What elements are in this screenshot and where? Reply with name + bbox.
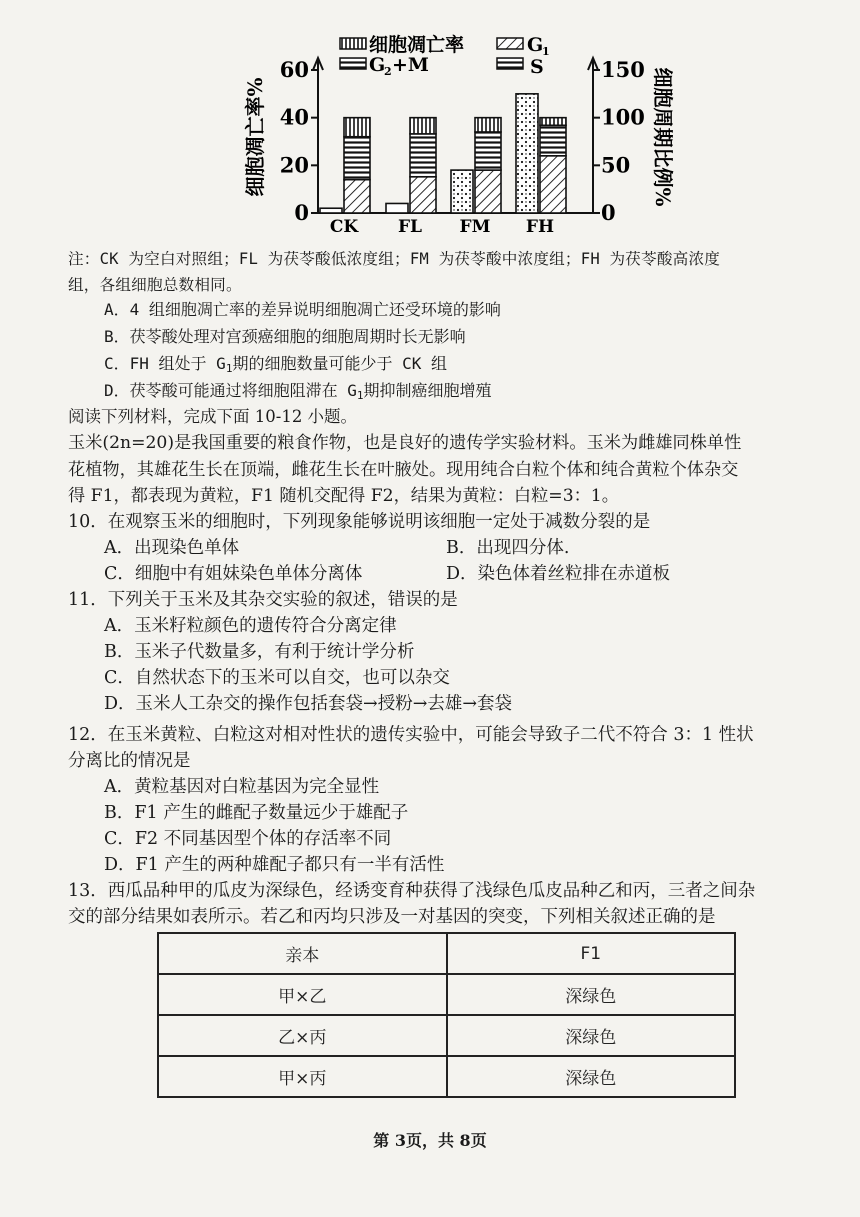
legend-label-g2m-suffix: +M — [392, 54, 429, 76]
x-tick-label: FM — [459, 217, 491, 237]
y-axis-label-right: 细胞周期比例% — [651, 67, 675, 207]
material-line-1: 玉米(2n=20)是我国重要的粮食作物，也是良好的遗传学实验材料。玉米为雌雄同株单性 — [68, 433, 742, 453]
cross-result-table — [157, 932, 736, 1098]
bar-apoptosis — [451, 170, 473, 213]
y-tick-label-left: 60 — [279, 57, 309, 82]
bar-g2m — [540, 118, 566, 126]
table-cell-f1: 深绿色 — [447, 1056, 736, 1097]
bar-s — [410, 134, 436, 177]
q12-stem-line-2: 分离比的情况是 — [68, 751, 191, 771]
q12-stem-line-1: 12．在玉米黄粒、白粒这对相对性状的遗传实验中，可能会导致子二代不符合 3：1 性状 — [68, 725, 754, 745]
chart-note-line-2: 组，各组细胞总数相同。 — [68, 276, 242, 294]
reading-instruction: 阅读下列材料，完成下面 10-12 小题。 — [68, 407, 358, 426]
y-tick-label-left: 20 — [279, 152, 309, 178]
y-ticks-right — [593, 57, 645, 225]
x-tick-labels — [330, 217, 554, 237]
x-tick-label: FL — [397, 217, 423, 237]
legend-label-g1: G — [527, 34, 544, 56]
bar-apoptosis — [516, 94, 538, 213]
legend — [340, 33, 550, 78]
q12-option-c: C．F2 不同基因型个体的存活率不同 — [104, 829, 392, 849]
q13-stem-line-2: 交的部分结果如表所示。若乙和丙均只涉及一对基因的突变，下列相关叙述正确的是 — [68, 907, 716, 927]
y-tick-label-right: 100 — [601, 104, 645, 130]
y-tick-label-right: 150 — [601, 57, 645, 82]
table-row — [158, 1015, 735, 1056]
q10-option-c: C．细胞中有姐妹染色单体分离体 — [104, 564, 363, 584]
table-cell-parent: 乙×丙 — [158, 1015, 447, 1056]
legend-swatch-apoptosis — [340, 38, 366, 49]
q11-option-b: B．玉米子代数量多，有利于统计学分析 — [104, 642, 415, 662]
table-cell-parent: 甲×乙 — [158, 974, 447, 1015]
chart-note-line-1: 注：CK 为空白对照组；FL 为茯苓酸低浓度组；FM 为茯苓酸中浓度组；FH 为茯苓酸高浓度 — [68, 250, 721, 268]
legend-label-apoptosis: 细胞凋亡率 — [369, 34, 465, 56]
bar-s — [475, 132, 501, 170]
q12-option-d: D．F1 产生的两种雄配子都只有一半有活性 — [104, 855, 445, 875]
material-line-3: 得 F1，都表现为黄粒，F1 随机交配得 F2，结果为黄粒：白粒=3：1。 — [68, 486, 619, 506]
bar-g1 — [540, 156, 566, 213]
legend-swatch-g2m — [340, 58, 366, 69]
legend-label-s: S — [530, 56, 544, 78]
q11-stem: 11．下列关于玉米及其杂交实验的叙述，错误的是 — [68, 590, 458, 610]
q9-option-d-text: D．茯苓酸可能通过将细胞阻滞在 G — [104, 381, 357, 400]
q11-option-d: D．玉米人工杂交的操作包括套袋→授粉→去雄→套袋 — [104, 694, 513, 714]
q9-option-a: A．4 组细胞凋亡率的差异说明细胞凋亡还受环境的影响 — [104, 300, 501, 319]
bars — [320, 94, 566, 213]
q9-option-d — [104, 379, 492, 408]
q12-option-b: B．F1 产生的雌配子数量远少于雄配子 — [104, 803, 409, 823]
q9-option-c-sub: 1 — [225, 362, 233, 375]
bar-apoptosis — [320, 208, 342, 213]
legend-label-g2m: G — [369, 54, 386, 76]
table-row — [158, 1056, 735, 1097]
page-number: 第 3页，共 8页 — [373, 1131, 487, 1150]
bar-apoptosis — [386, 203, 408, 213]
x-tick-label: FH — [525, 217, 555, 237]
y-tick-label-left: 40 — [279, 104, 309, 130]
q9-option-c — [104, 352, 447, 381]
table-header-parent: 亲本 — [158, 933, 447, 974]
table-cell-parent: 甲×丙 — [158, 1056, 447, 1097]
bar-s — [540, 125, 566, 156]
legend-label-g2m-sub: 2 — [384, 65, 392, 78]
y-axis-label-left: 细胞凋亡率% — [243, 77, 267, 197]
q9-option-d-sub: 1 — [356, 389, 364, 402]
table-cell-f1: 深绿色 — [447, 1015, 736, 1056]
q10-option-d: D．染色体着丝粒排在赤道板 — [446, 564, 671, 584]
bar-g1 — [344, 180, 370, 213]
q9-option-d-tail: 期抑制癌细胞增殖 — [363, 381, 492, 400]
legend-label-g1-sub: 1 — [542, 45, 550, 58]
bar-g1 — [410, 177, 436, 213]
q9-option-c-text: C．FH 组处于 G — [104, 354, 226, 373]
y-tick-label-left: 0 — [294, 200, 309, 225]
bar-g2m — [410, 118, 436, 134]
q10-option-a: A．出现染色单体 — [104, 538, 240, 558]
table-header-row — [158, 933, 735, 974]
legend-swatch-s — [497, 58, 523, 69]
x-tick-label: CK — [329, 217, 359, 237]
material-line-2: 花植物，其雄花生长在顶端，雌花生长在叶腋处。现用纯合白粒个体和纯合黄粒个体杂交 — [68, 460, 739, 480]
q10-stem: 10．在观察玉米的细胞时，下列现象能够说明该细胞一定处于减数分裂的是 — [68, 512, 651, 532]
q11-option-a: A．玉米籽粒颜色的遗传符合分离定律 — [104, 616, 397, 636]
y-tick-label-right: 50 — [601, 152, 631, 178]
q12-option-a: A．黄粒基因对白粒基因为完全显性 — [104, 777, 380, 797]
q10-option-b: B．出现四分体. — [446, 538, 570, 558]
bar-g1 — [475, 170, 501, 213]
y-ticks-left — [280, 57, 318, 225]
q11-option-c: C．自然状态下的玉米可以自交，也可以杂交 — [104, 668, 450, 688]
table-header-f1: F1 — [447, 933, 736, 974]
table-row — [158, 974, 735, 1015]
bar-g2m — [344, 118, 370, 137]
bar-g2m — [475, 118, 501, 132]
q13-stem-line-1: 13．西瓜品种甲的瓜皮为深绿色，经诱变育种获得了浅绿色瓜皮品种乙和丙，三者之间杂 — [68, 881, 756, 901]
bar-s — [344, 137, 370, 180]
cell-cycle-chart — [0, 0, 860, 240]
q9-option-b: B．茯苓酸处理对宫颈癌细胞的细胞周期时长无影响 — [104, 327, 466, 346]
legend-swatch-g1 — [497, 38, 523, 49]
y-tick-label-right: 0 — [601, 200, 616, 225]
table-cell-f1: 深绿色 — [447, 974, 736, 1015]
q9-option-c-tail: 期的细胞数量可能少于 CK 组 — [232, 354, 447, 373]
